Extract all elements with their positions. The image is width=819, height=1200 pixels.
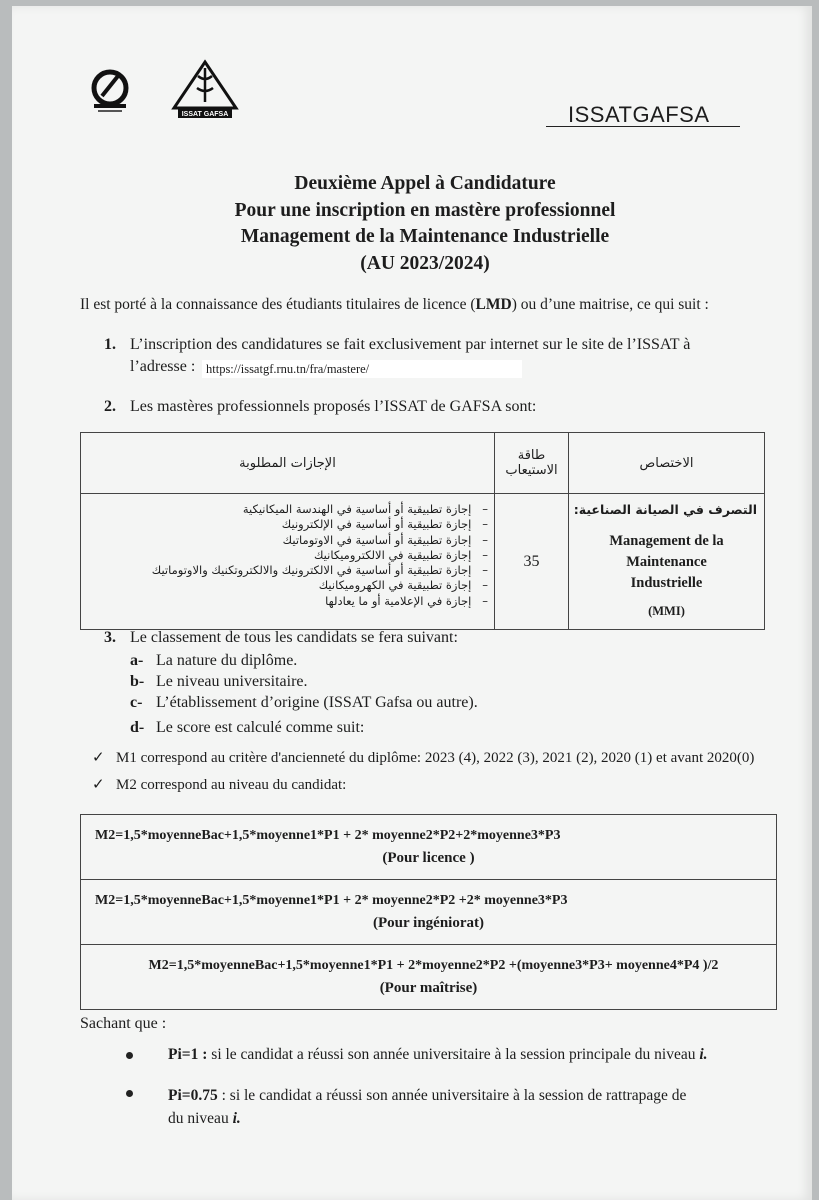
- formula-maitrise: M2=1,5*moyenneBac+1,5*moyenne1*P1 + 2*moyenne2*P2 +(moyenne3*P3+ moyenne4*P4 )/2 (Pour maîtrise): [81, 945, 777, 1010]
- list-item: – إجازة تطبيقية أو أساسية في الاوتوماتيك: [282, 532, 488, 547]
- header-underline: [546, 126, 740, 127]
- specialty-arabic: التصرف في الصيانة الصناعية:: [573, 502, 757, 517]
- formula-licence: M2=1,5*moyenneBac+1,5*moyenne1*P1 + 2* moyenne2*P2+2*moyenne3*P3 (Pour licence ): [81, 815, 777, 880]
- note-p075: Pi=0.75 : si le candidat a réussi son année universitaire à la session de rattrapage de du niveau i.: [168, 1084, 686, 1130]
- checkmark-icon: ✓: [92, 775, 105, 793]
- item-1-number: 1.: [104, 336, 116, 353]
- criterion-c: c- L’établissement d’origine (ISSAT Gafsa ou autre).: [130, 694, 478, 711]
- list-item: – إجازة تطبيقية أو أساسية في الالكترونيك والالكتروتكنيك والاوتوماتيك: [151, 563, 488, 578]
- application-url[interactable]: https://issatgf.rnu.tn/fra/mastere/: [202, 360, 522, 378]
- list-item: – إجازة في الإعلامية أو ما يعادلها: [325, 593, 488, 608]
- university-logo: [80, 66, 140, 116]
- criterion-a: a- La nature du diplôme.: [130, 652, 298, 669]
- m1-criterion: ✓ M1 correspond au critère d'ancienneté du diplôme: 2023 (4), 2022 (3), 2021 (2), 2020 (1) et avant 2020(0): [92, 748, 755, 766]
- header-capacity: طاقة الاستيعاب: [495, 433, 569, 494]
- header-specialty: الاختصاص: [569, 433, 765, 494]
- masters-table: [80, 432, 765, 630]
- specialty-cell: [569, 494, 765, 630]
- institution-name: ISSATGAFSA: [568, 102, 710, 127]
- m2-criterion: ✓ M2 correspond au niveau du candidat:: [92, 775, 347, 793]
- title-line-2: Pour une inscription en mastère professionnel: [234, 200, 616, 221]
- note-p1: Pi=1 : si le candidat a réussi son année universitaire à la session principale du niveau i.: [168, 1046, 708, 1064]
- intro-paragraph: Il est porté à la connaissance des étudiants titulaires de licence (LMD) ou d’une maitrise, ce qui suit :: [80, 296, 709, 313]
- item-1-text: L’inscription des candidatures se fait exclusivement par internet sur le site de l’ISSAT à: [130, 336, 691, 353]
- list-item: – إجازة تطبيقية أو أساسية في الهندسة الميكانيكية: [242, 502, 488, 516]
- formula-ingeniorat: M2=1,5*moyenneBac+1,5*moyenne1*P1 + 2* moyenne2*P2 +2* moyenne3*P3 (Pour ingéniorat): [81, 880, 777, 945]
- notes-intro: Sachant que :: [80, 1015, 167, 1032]
- item-2-number: 2.: [104, 398, 116, 415]
- header-required-degrees: الإجازات المطلوبة: [81, 433, 495, 494]
- bullet-icon: [126, 1052, 133, 1059]
- specialty-french: Management de la Maintenance Industrielle: [609, 533, 724, 591]
- title-line-1: Deuxième Appel à Candidature: [294, 173, 556, 194]
- title-line-3: Management de la Maintenance Industrielle: [240, 226, 610, 247]
- required-degrees-list: [81, 494, 495, 630]
- list-item: – إجازة تطبيقية في الالكتروميكانيك: [313, 547, 488, 562]
- checkmark-icon: ✓: [92, 748, 105, 766]
- criterion-b: b- Le niveau universitaire.: [130, 673, 308, 690]
- item-3-number: 3.: [104, 629, 116, 646]
- title-line-4: (AU 2023/2024): [360, 253, 490, 274]
- item-3-text: Le classement de tous les candidats se fera suivant:: [130, 629, 458, 646]
- list-item: – إجازة تطبيقية أو أساسية في الإلكترونيك: [281, 517, 488, 532]
- list-item: – إجازة تطبيقية في الكهروميكانيك: [318, 578, 488, 593]
- svg-text:ISSAT GAFSA: ISSAT GAFSA: [181, 111, 229, 118]
- issat-gafsa-logo: [170, 58, 240, 120]
- item-2-text: Les mastères professionnels proposés l’ISSAT de GAFSA sont:: [130, 398, 537, 415]
- specialty-abbreviation: (MMI): [648, 604, 685, 618]
- criterion-d: d- Le score est calculé comme suit:: [130, 719, 365, 736]
- capacity-value: 35: [495, 494, 569, 630]
- formula-table: [80, 814, 777, 1010]
- bullet-icon: [126, 1090, 133, 1097]
- item-1-address-label: l’adresse :: [130, 358, 196, 375]
